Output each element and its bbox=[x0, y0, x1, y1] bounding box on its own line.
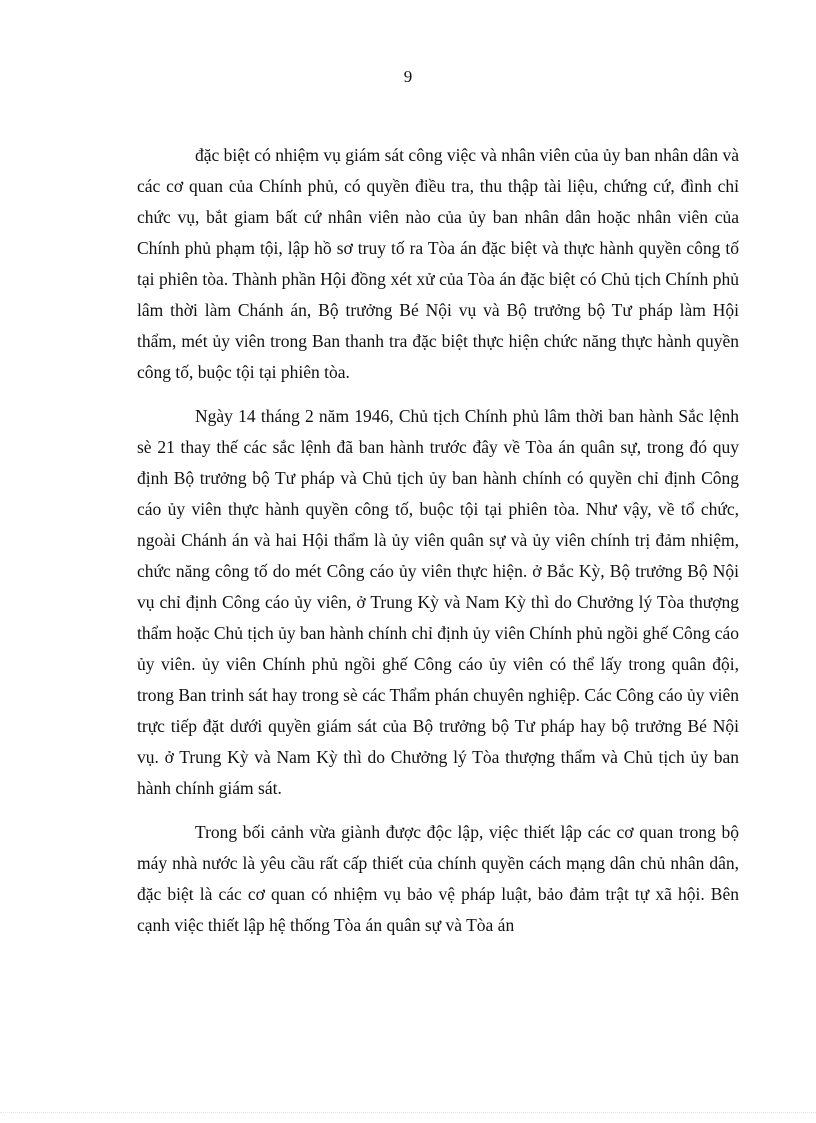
paragraph-2: Ngày 14 tháng 2 năm 1946, Chủ tịch Chính phủ lâm thời ban hành Sắc lệnh sè 21 thay thế các sắc lệnh đã ban hành trước đây về Tòa án quân sự, trong đó quy định Bộ trưởng bộ Tư pháp và Chủ tịch ủy ban hành chính có quyền chỉ định Công cáo ủy viên thực hành quyền công tố, buộc tội tại phiên tòa. Như vậy, về tổ chức, ngoài Chánh án và hai Hội thẩm là ủy viên quân sự và ủy viên chính trị đảm nhiệm, chức năng công tố do mét Công cáo ủy viên thực hiện. ở Bắc Kỳ, Bộ trưởng Bộ Nội vụ chỉ định Công cáo ủy viên, ở Trung Kỳ và Nam Kỳ thì do Chưởng lý Tòa thượng thẩm hoặc Chủ tịch ủy ban hành chính chỉ định ủy viên Chính phủ ngồi ghế Công cáo ủy viên. ủy viên Chính phủ ngồi ghế Công cáo ủy viên có thể lấy trong quân đội, trong Ban trinh sát hay trong sè các Thẩm phán chuyên nghiệp. Các Công cáo ủy viên trực tiếp đặt dưới quyền giám sát của Bộ trưởng bộ Tư pháp hay bộ trưởng Bé Nội vụ. ở Trung Kỳ và Nam Kỳ thì do Chưởng lý Tòa thượng thẩm và Chủ tịch ủy ban hành chính giám sát. bbox=[137, 406, 739, 798]
page-number: 9 bbox=[403, 67, 413, 86]
body-text bbox=[137, 140, 739, 954]
paragraph-1: đặc biệt có nhiệm vụ giám sát công việc và nhân viên của ủy ban nhân dân và các cơ quan của Chính phủ, có quyền điều tra, thu thập tài liệu, chứng cứ, đình chỉ chức vụ, bắt giam bất cứ nhân viên nào của ủy ban nhân dân hoặc nhân viên của Chính phủ phạm tội, lập hồ sơ truy tố ra Tòa án đặc biệt và thực hành quyền công tố tại phiên tòa. Thành phần Hội đồng xét xử của Tòa án đặc biệt có Chủ tịch Chính phủ lâm thời làm Chánh án, Bộ trưởng Bé Nội vụ và Bộ trưởng bộ Tư pháp làm Hội thẩm, mét ủy viên trong Ban thanh tra đặc biệt thực hiện chức năng thực hành quyền công tố, buộc tội tại phiên tòa. bbox=[137, 145, 739, 382]
page-bottom-divider bbox=[0, 1112, 816, 1113]
paragraph-3: Trong bối cảnh vừa giành được độc lập, việc thiết lập các cơ quan trong bộ máy nhà nước là yêu cầu rất cấp thiết của chính quyền cách mạng dân chủ nhân dân, đặc biệt là các cơ quan có nhiệm vụ bảo vệ pháp luật, bảo đảm trật tự xã hội. Bên cạnh việc thiết lập hệ thống Tòa án quân sự và Tòa án bbox=[137, 822, 739, 935]
